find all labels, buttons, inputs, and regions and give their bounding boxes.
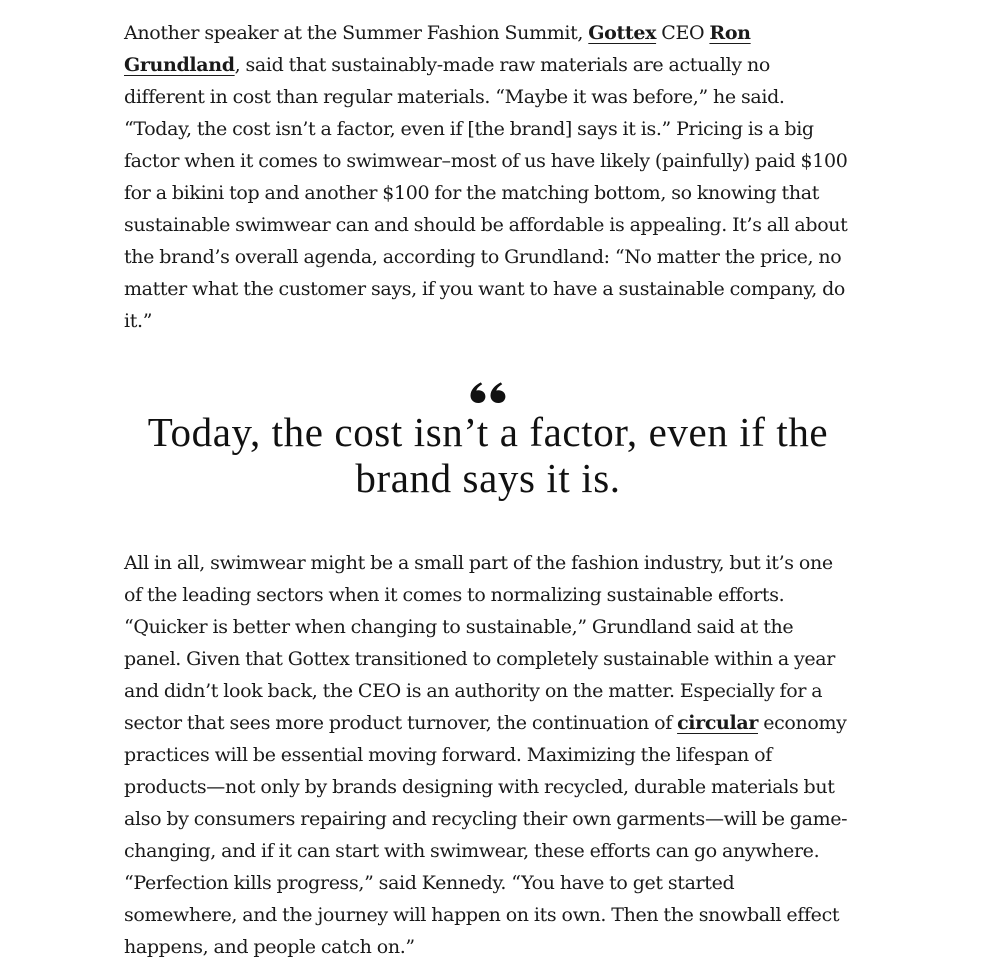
pull-quote bbox=[124, 377, 852, 501]
paragraph-cost-rest: , said that sustainably-made raw materials are actually no different in cost than regular materials. “Maybe it was before,” he said. “Today, the cost isn’t a factor, even if [the brand] says it is.” Pricing is a big factor when it comes to swimwear–most of us have likely (painfully) paid $100 for a bikini top and another $100 for the matching bottom, so knowing that sustainable swimwear can and should be affordable is appealing. It’s all about the brand’s overall agenda, according to Grundland: “No matter the price, no matter what the customer says, if you want to have a sustainable company, do it.” bbox=[124, 54, 848, 332]
gottex-link[interactable]: Gottex bbox=[588, 22, 657, 44]
paragraph-swimwear-after: economy practices will be essential moving forward. Maximizing the lifespan of products—not only by brands designing with recycled, durable materials but also by consumers repairing and recycling their own garments—will be game-changing, and if it can start with swimwear, these efforts can go anywhere. “Perfection kills progress,” said Kennedy. “You have to get started somewhere, and the journey will happen on its own. Then the snowball effect happens, and people catch on.” bbox=[124, 712, 848, 958]
ron-grundland-link[interactable]: Ron Grundland bbox=[124, 22, 751, 76]
paragraph-swimwear-before: All in all, swimwear might be a small part of the fashion industry, but it’s one of the leading sectors when it comes to normalizing sustainable efforts. “Quicker is better when changing to sustainable,” Grundland said at the panel. Given that Gottex transitioned to completely sustainable within a year and didn’t look back, the CEO is an authority on the matter. Especially for a sector that sees more product turnover, the continuation of bbox=[124, 552, 835, 734]
paragraph-cost-intro: Another speaker at the Summer Fashion Summit, bbox=[124, 22, 589, 44]
paragraph-cost-ceo: CEO bbox=[656, 22, 710, 44]
article-body bbox=[124, 17, 852, 963]
circular-link[interactable]: circular bbox=[677, 712, 758, 734]
paragraph-swimwear bbox=[124, 547, 852, 963]
quote-icon bbox=[470, 377, 506, 403]
pull-quote-text: Today, the cost isn’t a factor, even if the brand says it is. bbox=[147, 409, 829, 501]
paragraph-cost bbox=[124, 17, 852, 337]
